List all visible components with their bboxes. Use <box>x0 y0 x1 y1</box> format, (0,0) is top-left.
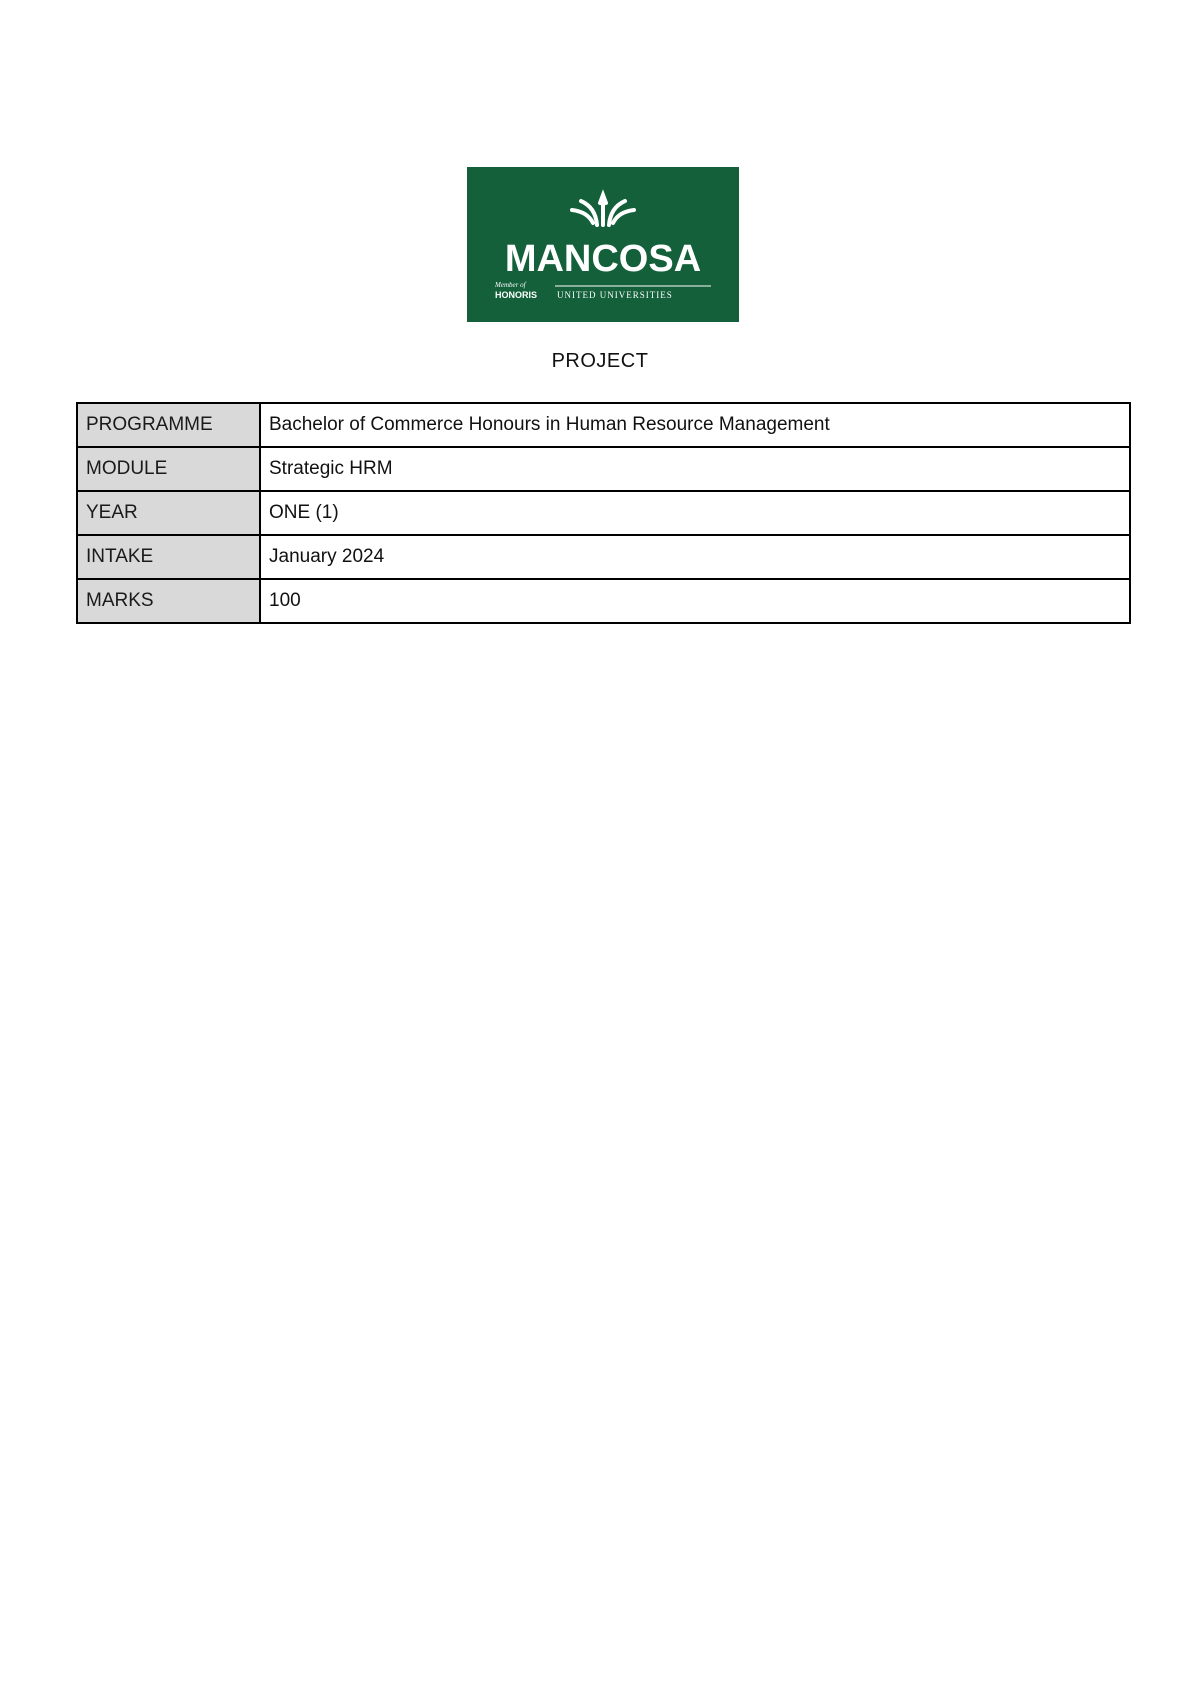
table-row-module <box>77 447 1130 491</box>
year-value: ONE (1) <box>260 491 1130 535</box>
marks-label: MARKS <box>77 579 260 623</box>
year-label: YEAR <box>77 491 260 535</box>
table-row-marks <box>77 579 1130 623</box>
module-label: MODULE <box>77 447 260 491</box>
mancosa-logo <box>467 167 739 322</box>
logo-honoris: HONORIS <box>495 290 538 300</box>
programme-value: Bachelor of Commerce Honours in Human Resource Management <box>260 403 1130 447</box>
logo-united-universities: UNITED UNIVERSITIES <box>557 290 673 300</box>
table-row-year <box>77 491 1130 535</box>
document-type-heading: PROJECT <box>551 350 649 372</box>
programme-label: PROGRAMME <box>77 403 260 447</box>
table-row-programme <box>77 403 1130 447</box>
intake-label: INTAKE <box>77 535 260 579</box>
logo-member-of: Member of <box>495 281 526 289</box>
intake-value: January 2024 <box>260 535 1130 579</box>
logo-wordmark: MANCOSA <box>504 238 702 280</box>
module-details-table <box>76 402 1131 624</box>
table-row-intake <box>77 535 1130 579</box>
module-value: Strategic HRM <box>260 447 1130 491</box>
marks-value: 100 <box>260 579 1130 623</box>
tree-emblem-icon <box>572 195 634 225</box>
